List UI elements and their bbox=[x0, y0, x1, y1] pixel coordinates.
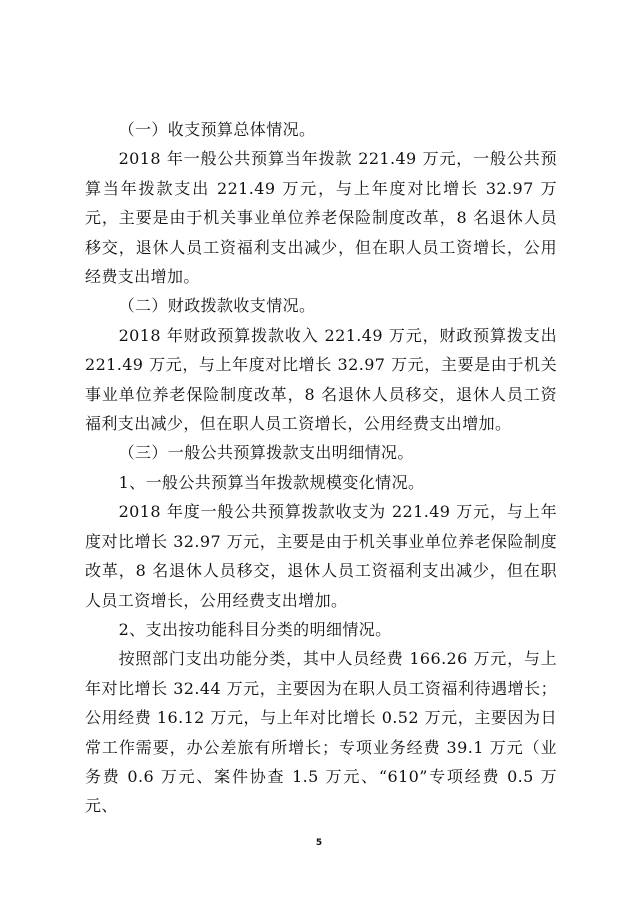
subsection-heading-2: 2、支出按功能科目分类的明细情况。 bbox=[118, 619, 392, 639]
body-paragraph: 2018 年财政预算拨款收入 221.49 万元，财政预算拨支出 221.49 万元，与上年度对比增长 32.97 万元，主要是由于机关事业单位养老保险制度改革，8 名退休人员移交，退休人员工资福利支出减少，但在职人员工资增长，公用经费支出增加。 bbox=[85, 325, 557, 434]
body-paragraph: 2018 年度一般公共预算拨款收支为 221.49 万元，与上年度对比增长 32.97 万元，主要是由于机关事业单位养老保险制度改革，8 名退休人员移交，退休人员工资福利支出减少，但在职人员工资增长，公用经费支出增加。 bbox=[85, 502, 557, 610]
body-paragraph: 2018 年一般公共预算当年拨款 221.49 万元，一般公共预算当年拨款支出 221.49 万元，与上年度对比增长 32.97 万元，主要是由于机关事业单位养老保险制度改革，8 名退休人员移交，退休人员工资福利支出减少，但在职人员工资增长，公用经费支出增加。 bbox=[85, 149, 557, 287]
page-number: 5 bbox=[315, 838, 323, 848]
section-heading-3: （三）一般公共预算拨款支出明细情况。 bbox=[118, 443, 414, 463]
section-heading-2: （二）财政拨款收支情况。 bbox=[118, 296, 316, 316]
document-body bbox=[85, 115, 557, 821]
subsection-heading-1: 1、一般公共预算当年拨款规模变化情况。 bbox=[118, 472, 425, 492]
body-paragraph: 按照部门支出功能分类，其中人员经费 166.26 万元，与上年对比增长 32.44 万元，主要因为在职人员工资福利待遇增长；公用经费 16.12 万元，与上年对比增长 0.52 万元，主要因为日常工作需要，办公差旅有所增长；专项业务经费 39.1 万元（业务费 0.6 万元、案件协查 1.5 万元、“610”专项经费 0.5 万元、 bbox=[85, 649, 557, 816]
section-heading-1: （一）收支预算总体情况。 bbox=[118, 120, 316, 139]
